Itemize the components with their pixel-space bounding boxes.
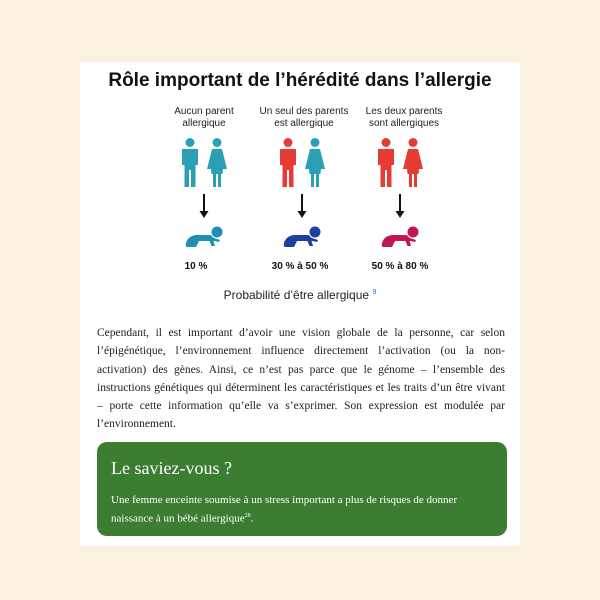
column-label-one-parent: Un seul des parents est allergique [259, 106, 349, 129]
crawling-baby-icon [380, 226, 420, 248]
down-arrow-icon [199, 194, 209, 218]
body-paragraph: Cependant, il est important d’avoir une vision globale de la personne, car selon l’épigénétique, l’environnement influence directement l’activation (ou la non-activation) des gènes. Ainsi, ce n’est pas parce que le génome – l’ensemble des instructions génétiques qui déterminent les caractéristiques et les traits d’un être vivant – porte cette information qu’elle va s’exprimer. Son expression est modulée par l’environnement. [97, 327, 505, 431]
crawling-baby-icon [282, 226, 322, 248]
percent-one-parent: 30 % à 50 % [271, 261, 329, 272]
man-icon [278, 138, 298, 188]
infographic-card [80, 62, 520, 546]
woman-icon [304, 138, 326, 188]
callout-title: Le saviez-vous ? [111, 458, 232, 478]
crawling-baby-icon [184, 226, 224, 248]
woman-icon [402, 138, 424, 188]
down-arrow-icon [297, 194, 307, 218]
column-label-no-parent: Aucun parent allergique [174, 106, 234, 129]
man-icon [376, 138, 396, 188]
percent-two-parents: 50 % à 80 % [371, 261, 429, 272]
percent-no-parent: 10 % [184, 261, 208, 272]
probability-caption: Probabilité d’être allergique $^9$ [223, 288, 377, 302]
column-label-two-parents: Les deux parents sont allergiques [365, 106, 443, 129]
woman-icon [206, 138, 228, 188]
infographic-title: Rôle important de l’hérédité dans l’allergie [108, 70, 492, 91]
callout-text: Une femme enceinte soumise à un stress important a plus de risques de donner naissance à un bébé allergique$^{28}$. [111, 494, 458, 525]
did-you-know-callout [97, 442, 507, 536]
man-icon [180, 138, 200, 188]
footnote-ref: 28 [244, 513, 251, 519]
down-arrow-icon [395, 194, 405, 218]
footnote-ref: 9 [372, 289, 377, 296]
